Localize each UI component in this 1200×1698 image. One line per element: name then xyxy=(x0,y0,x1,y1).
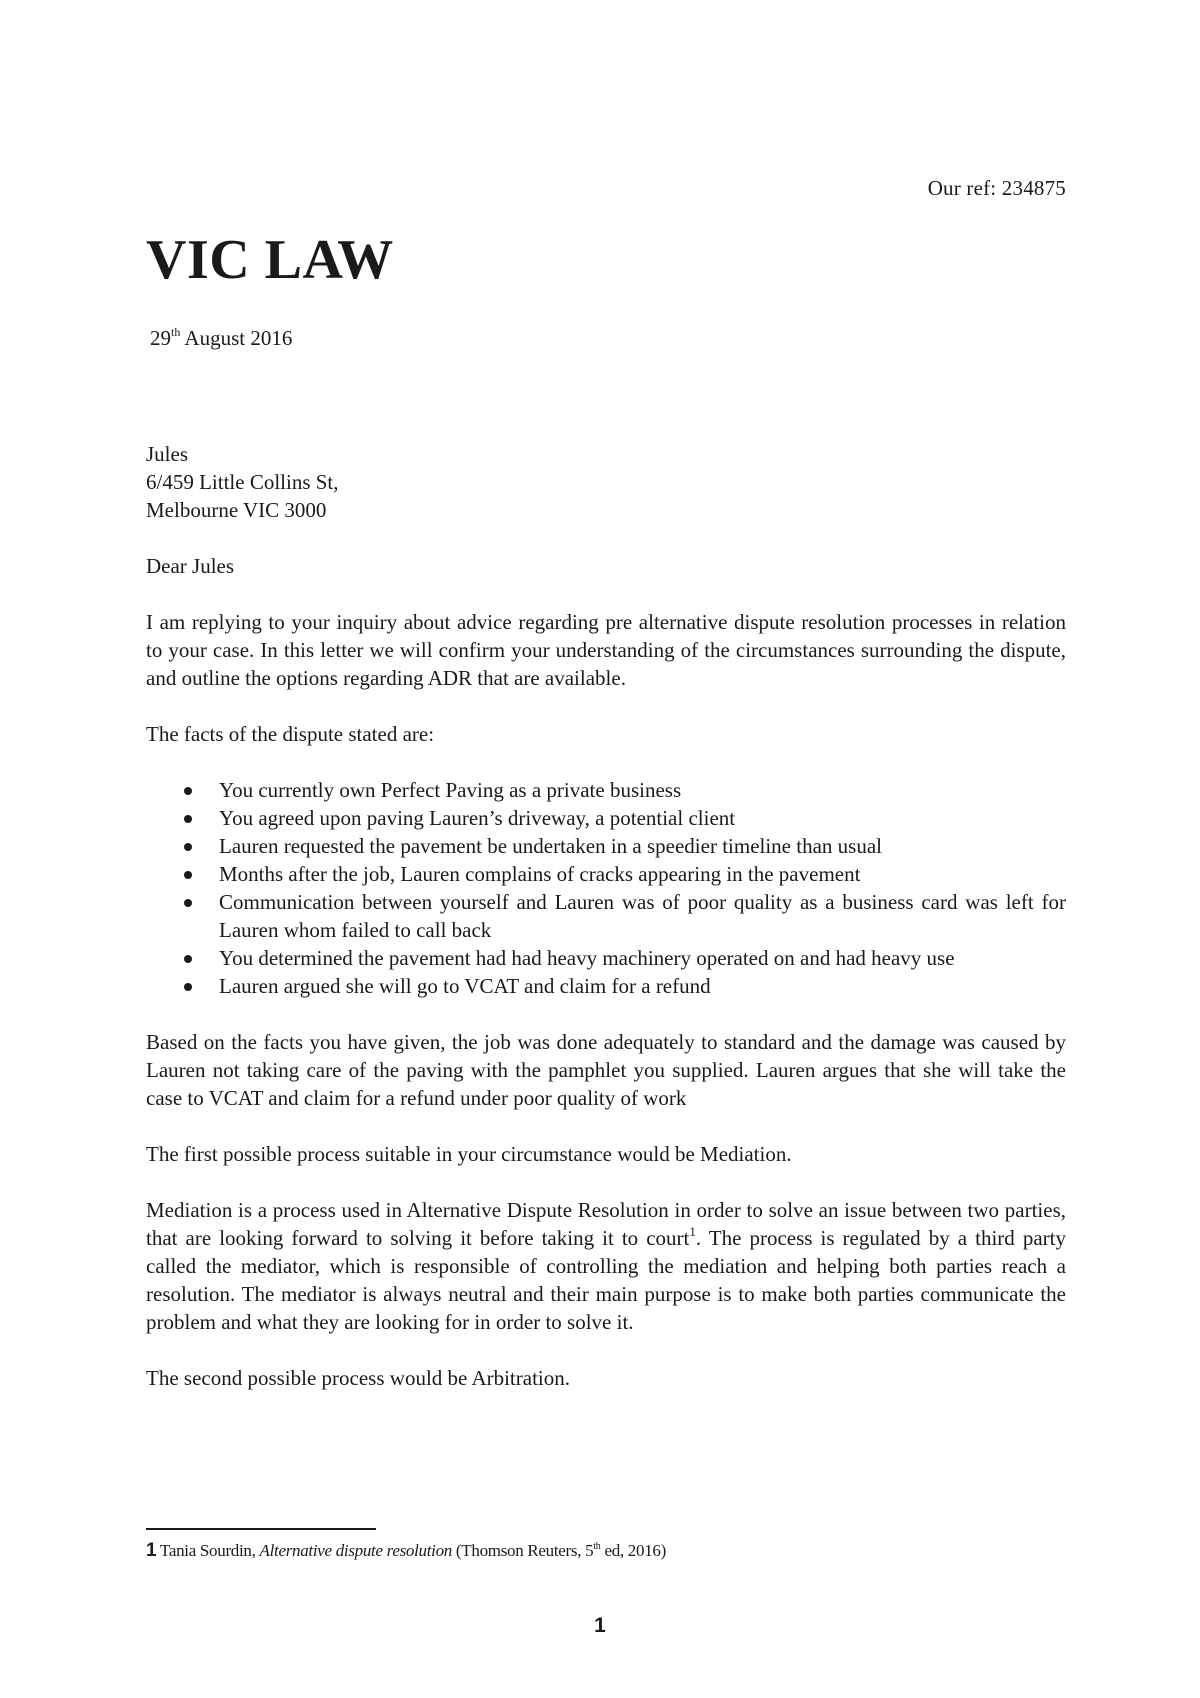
list-item: You agreed upon paving Lauren’s driveway, a potential client xyxy=(146,804,1066,832)
list-item: Lauren requested the pavement be undertaken in a speedier timeline than usual xyxy=(146,832,1066,860)
footnote-author: Tania Sourdin, xyxy=(156,1541,260,1560)
bullet-icon xyxy=(184,955,192,963)
bullet-icon xyxy=(184,899,192,907)
reference-number: Our ref: 234875 xyxy=(927,176,1066,200)
second-process-paragraph: The second possible process would be Arbitration. xyxy=(146,1366,570,1390)
list-item: You currently own Perfect Paving as a private business xyxy=(146,776,1066,804)
address-line-1: 6/459 Little Collins St, xyxy=(146,470,339,494)
bullet-icon xyxy=(184,983,192,991)
footnote: 1 Tania Sourdin, Alternative dispute resolution (Thomson Reuters, 5th ed, 2016) xyxy=(146,1540,666,1561)
letter-body xyxy=(146,440,1066,1392)
firm-name: VIC LAW xyxy=(146,229,394,291)
recipient-address xyxy=(146,440,1066,524)
list-item: You determined the pavement had had heavy machinery operated on and had heavy use xyxy=(146,944,1066,972)
footnote-number: 1 xyxy=(146,1540,157,1561)
date-month-year: August 2016 xyxy=(180,326,293,350)
date-suffix: th xyxy=(171,325,181,339)
list-item: Lauren argued she will go to VCAT and claim for a refund xyxy=(146,972,1066,1000)
address-line-2: Melbourne VIC 3000 xyxy=(146,498,327,522)
letter-date xyxy=(150,326,292,351)
facts-list xyxy=(146,776,1066,1000)
bullet-icon xyxy=(184,843,192,851)
facts-heading: The facts of the dispute stated are: xyxy=(146,722,435,746)
bullet-icon xyxy=(184,787,192,795)
bullet-icon xyxy=(184,871,192,879)
list-item: Communication between yourself and Lauren was of poor quality as a business card was left for Lauren whom failed to call back xyxy=(146,888,1066,944)
footnote-reference[interactable]: 1 xyxy=(689,1224,696,1239)
salutation: Dear Jules xyxy=(146,554,235,578)
footnote-separator xyxy=(146,1528,376,1530)
date-day: 29 xyxy=(150,326,171,350)
list-item: Months after the job, Lauren complains of cracks appearing in the pavement xyxy=(146,860,1066,888)
bullet-icon xyxy=(184,815,192,823)
analysis-paragraph: Based on the facts you have given, the job was done adequately to standard and the damage was caused by Lauren not taking care of the paving with the pamphlet you supplied. Lauren argues that she will take the case to VCAT and claim for a refund under poor quality of work xyxy=(146,1030,1066,1110)
recipient-name: Jules xyxy=(146,442,188,466)
page-number: 1 xyxy=(594,1614,606,1637)
intro-paragraph: I am replying to your inquiry about advice regarding pre alternative dispute resolution processes in relation to your case. In this letter we will confirm your understanding of the circumstances surrounding the dispute, and outline the options regarding ADR that are available. xyxy=(146,610,1066,690)
first-process-paragraph: The first possible process suitable in your circumstance would be Mediation. xyxy=(146,1142,792,1166)
mediation-paragraph: Mediation is a process used in Alternative Dispute Resolution in order to solve an issue between two parties, that are looking forward to solving it before taking it to court$^1$. The process is regulated by a third party called the mediator, which is responsible of controlling the mediation and helping both parties reach a resolution. The mediator is always neutral and their main purpose is to make both parties communicate the problem and what they are looking for in order to solve it. xyxy=(146,1198,1066,1334)
footnote-title: Alternative dispute resolution xyxy=(259,1541,452,1560)
